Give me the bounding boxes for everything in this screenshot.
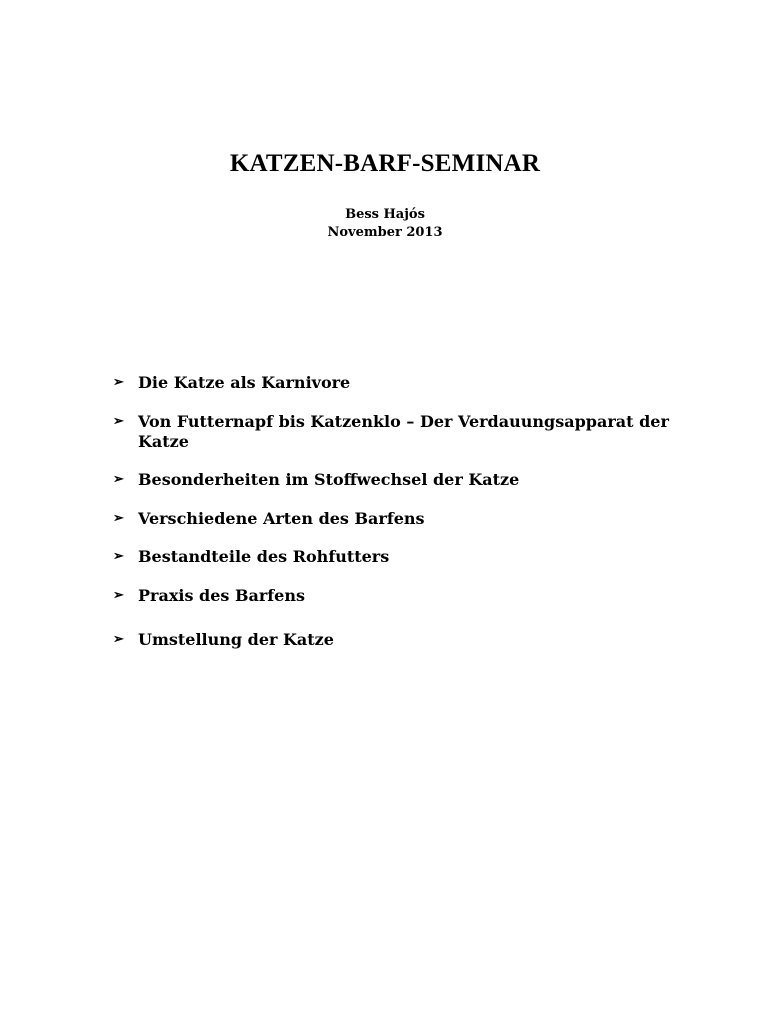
document-date: November 2013: [327, 225, 443, 240]
topic-item: [113, 630, 693, 650]
arrowhead-bullet-icon: ➢: [113, 511, 124, 526]
arrowhead-bullet-icon: ➢: [113, 375, 124, 390]
topic-label: Praxis des Barfens: [138, 586, 305, 605]
topic-item: [113, 412, 693, 452]
topic-item: [113, 373, 693, 393]
topic-label: Bestandteile des Rohfutters: [138, 547, 390, 566]
arrowhead-bullet-icon: ➢: [113, 588, 124, 603]
topic-label: Die Katze als Karnivore: [138, 373, 351, 392]
topic-label: Von Futternapf bis Katzenklo – Der Verdauungsapparat der Katze: [138, 412, 669, 451]
arrowhead-bullet-icon: ➢: [113, 632, 124, 647]
topic-item: [113, 547, 693, 567]
topic-item: [113, 509, 693, 529]
topic-item: [113, 470, 693, 490]
arrowhead-bullet-icon: ➢: [113, 549, 124, 564]
topic-label: Umstellung der Katze: [138, 630, 334, 649]
author-name: Bess Hajós: [345, 207, 425, 222]
arrowhead-bullet-icon: ➢: [113, 472, 124, 487]
topic-label: Besonderheiten im Stoffwechsel der Katze: [138, 470, 520, 489]
topic-item: [113, 586, 693, 606]
document-title: KATZEN-BARF-SEMINAR: [229, 150, 541, 177]
topic-label: Verschiedene Arten des Barfens: [138, 509, 425, 528]
arrowhead-bullet-icon: ➢: [113, 414, 124, 429]
